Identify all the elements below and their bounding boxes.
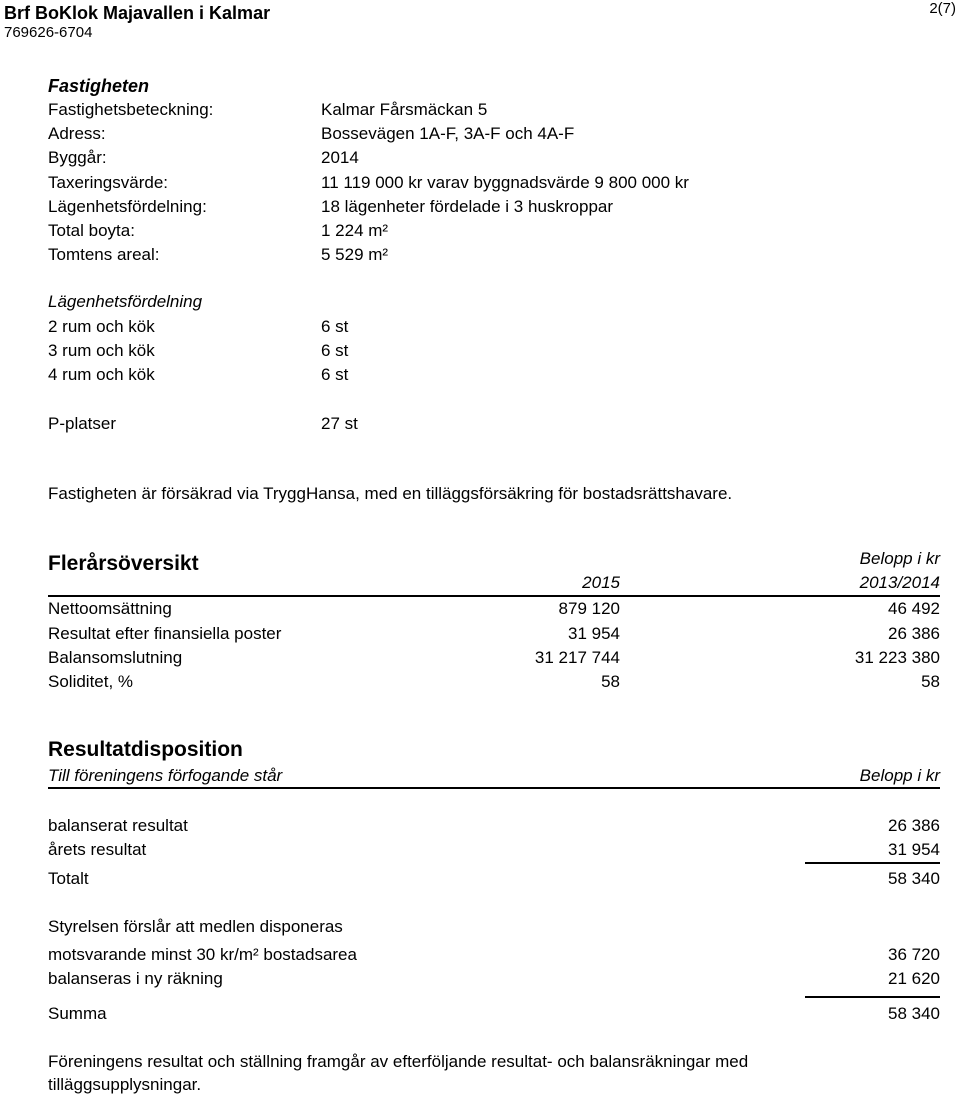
proposal-value: 21 620	[888, 969, 940, 988]
parking-label: P-platser	[48, 414, 117, 433]
table-row-label: Balansomslutning	[48, 648, 183, 667]
property-label: Adress:	[48, 124, 106, 143]
table-header-divider	[48, 595, 940, 597]
apartment-type-label: 3 rum och kök	[48, 341, 155, 360]
apartment-type-count: 6 st	[321, 317, 349, 336]
proposal-value: 36 720	[888, 945, 940, 964]
sum-divider	[805, 996, 940, 998]
table-row-label: Nettoomsättning	[48, 599, 172, 618]
property-value: Bossevägen 1A-F, 3A-F och 4A-F	[321, 124, 575, 143]
table-cell-2013-2014: 31 223 380	[854, 648, 940, 667]
disposition-value: 31 954	[888, 840, 940, 859]
result-disposition-heading: Resultatdisposition	[48, 738, 243, 761]
property-label: Fastighetsbeteckning:	[48, 100, 214, 119]
table-cell-2015: 879 120	[558, 599, 620, 618]
property-label: Lägenhetsfördelning:	[48, 197, 207, 216]
insurance-text: Fastigheten är försäkrad via TryggHansa, med en tilläggsförsäkring för bostadsrättshavare.	[48, 484, 733, 503]
table-cell-2015: 31 217 744	[534, 648, 620, 667]
column-header-2013-2014: 2013/2014	[859, 573, 940, 592]
column-header-2015: 2015	[582, 573, 620, 592]
table-cell-2013-2014: 58	[921, 672, 940, 691]
sum-label: Summa	[48, 1004, 107, 1023]
property-value: Kalmar Fårsmäckan 5	[321, 100, 488, 119]
apartment-type-count: 6 st	[321, 365, 349, 384]
parking-count: 27 st	[321, 414, 358, 433]
property-label: Byggår:	[48, 148, 107, 167]
organization-number: 769626-6704	[4, 24, 93, 41]
footer-text-line1: Föreningens resultat och ställning framgår av efterföljande resultat- och balansräkningar med	[48, 1052, 749, 1071]
property-value: 18 lägenheter fördelade i 3 huskroppar	[321, 197, 614, 216]
table-cell-2013-2014: 26 386	[888, 624, 940, 643]
multi-year-overview-heading: Flerårsöversikt	[48, 552, 199, 575]
apartment-distribution-heading: Lägenhetsfördelning	[48, 292, 203, 311]
property-label: Taxeringsvärde:	[48, 173, 169, 192]
property-label: Tomtens areal:	[48, 245, 160, 264]
table-row-label: Soliditet, %	[48, 672, 134, 691]
subtotal-divider	[805, 862, 940, 864]
property-value: 5 529 m²	[321, 245, 389, 264]
apartment-type-count: 6 st	[321, 341, 349, 360]
table-cell-2015: 31 954	[568, 624, 620, 643]
section-divider	[48, 787, 940, 789]
proposal-heading: Styrelsen förslår att medlen disponeras	[48, 917, 343, 936]
result-disposition-subheading: Till föreningens förfogande står	[48, 766, 283, 785]
fastigheten-heading: Fastigheten	[48, 76, 150, 96]
property-value: 2014	[321, 148, 359, 167]
disposition-label: årets resultat	[48, 840, 147, 859]
table-cell-2015: 58	[601, 672, 620, 691]
page-number: 2(7)	[929, 0, 956, 17]
table-row-label: Resultat efter finansiella poster	[48, 624, 282, 643]
property-value: 1 224 m²	[321, 221, 389, 240]
disposition-value: 26 386	[888, 816, 940, 835]
footer-text-line2: tilläggsupplysningar.	[48, 1075, 202, 1094]
property-value: 11 119 000 kr varav byggnadsvärde 9 800 000 kr	[321, 173, 689, 192]
organization-name: Brf BoKlok Majavallen i Kalmar	[4, 3, 271, 23]
property-label: Total boyta:	[48, 221, 135, 240]
apartment-type-label: 4 rum och kök	[48, 365, 155, 384]
table-cell-2013-2014: 46 492	[888, 599, 940, 618]
total-value: 58 340	[888, 869, 940, 888]
proposal-label: motsvarande minst 30 kr/m² bostadsarea	[48, 945, 357, 964]
sum-value: 58 340	[888, 1004, 940, 1023]
total-label: Totalt	[48, 869, 89, 888]
apartment-type-label: 2 rum och kök	[48, 317, 155, 336]
amount-unit-label: Belopp i kr	[859, 549, 940, 568]
proposal-label: balanseras i ny räkning	[48, 969, 223, 988]
amount-unit-label: Belopp i kr	[859, 766, 940, 785]
disposition-label: balanserat resultat	[48, 816, 188, 835]
